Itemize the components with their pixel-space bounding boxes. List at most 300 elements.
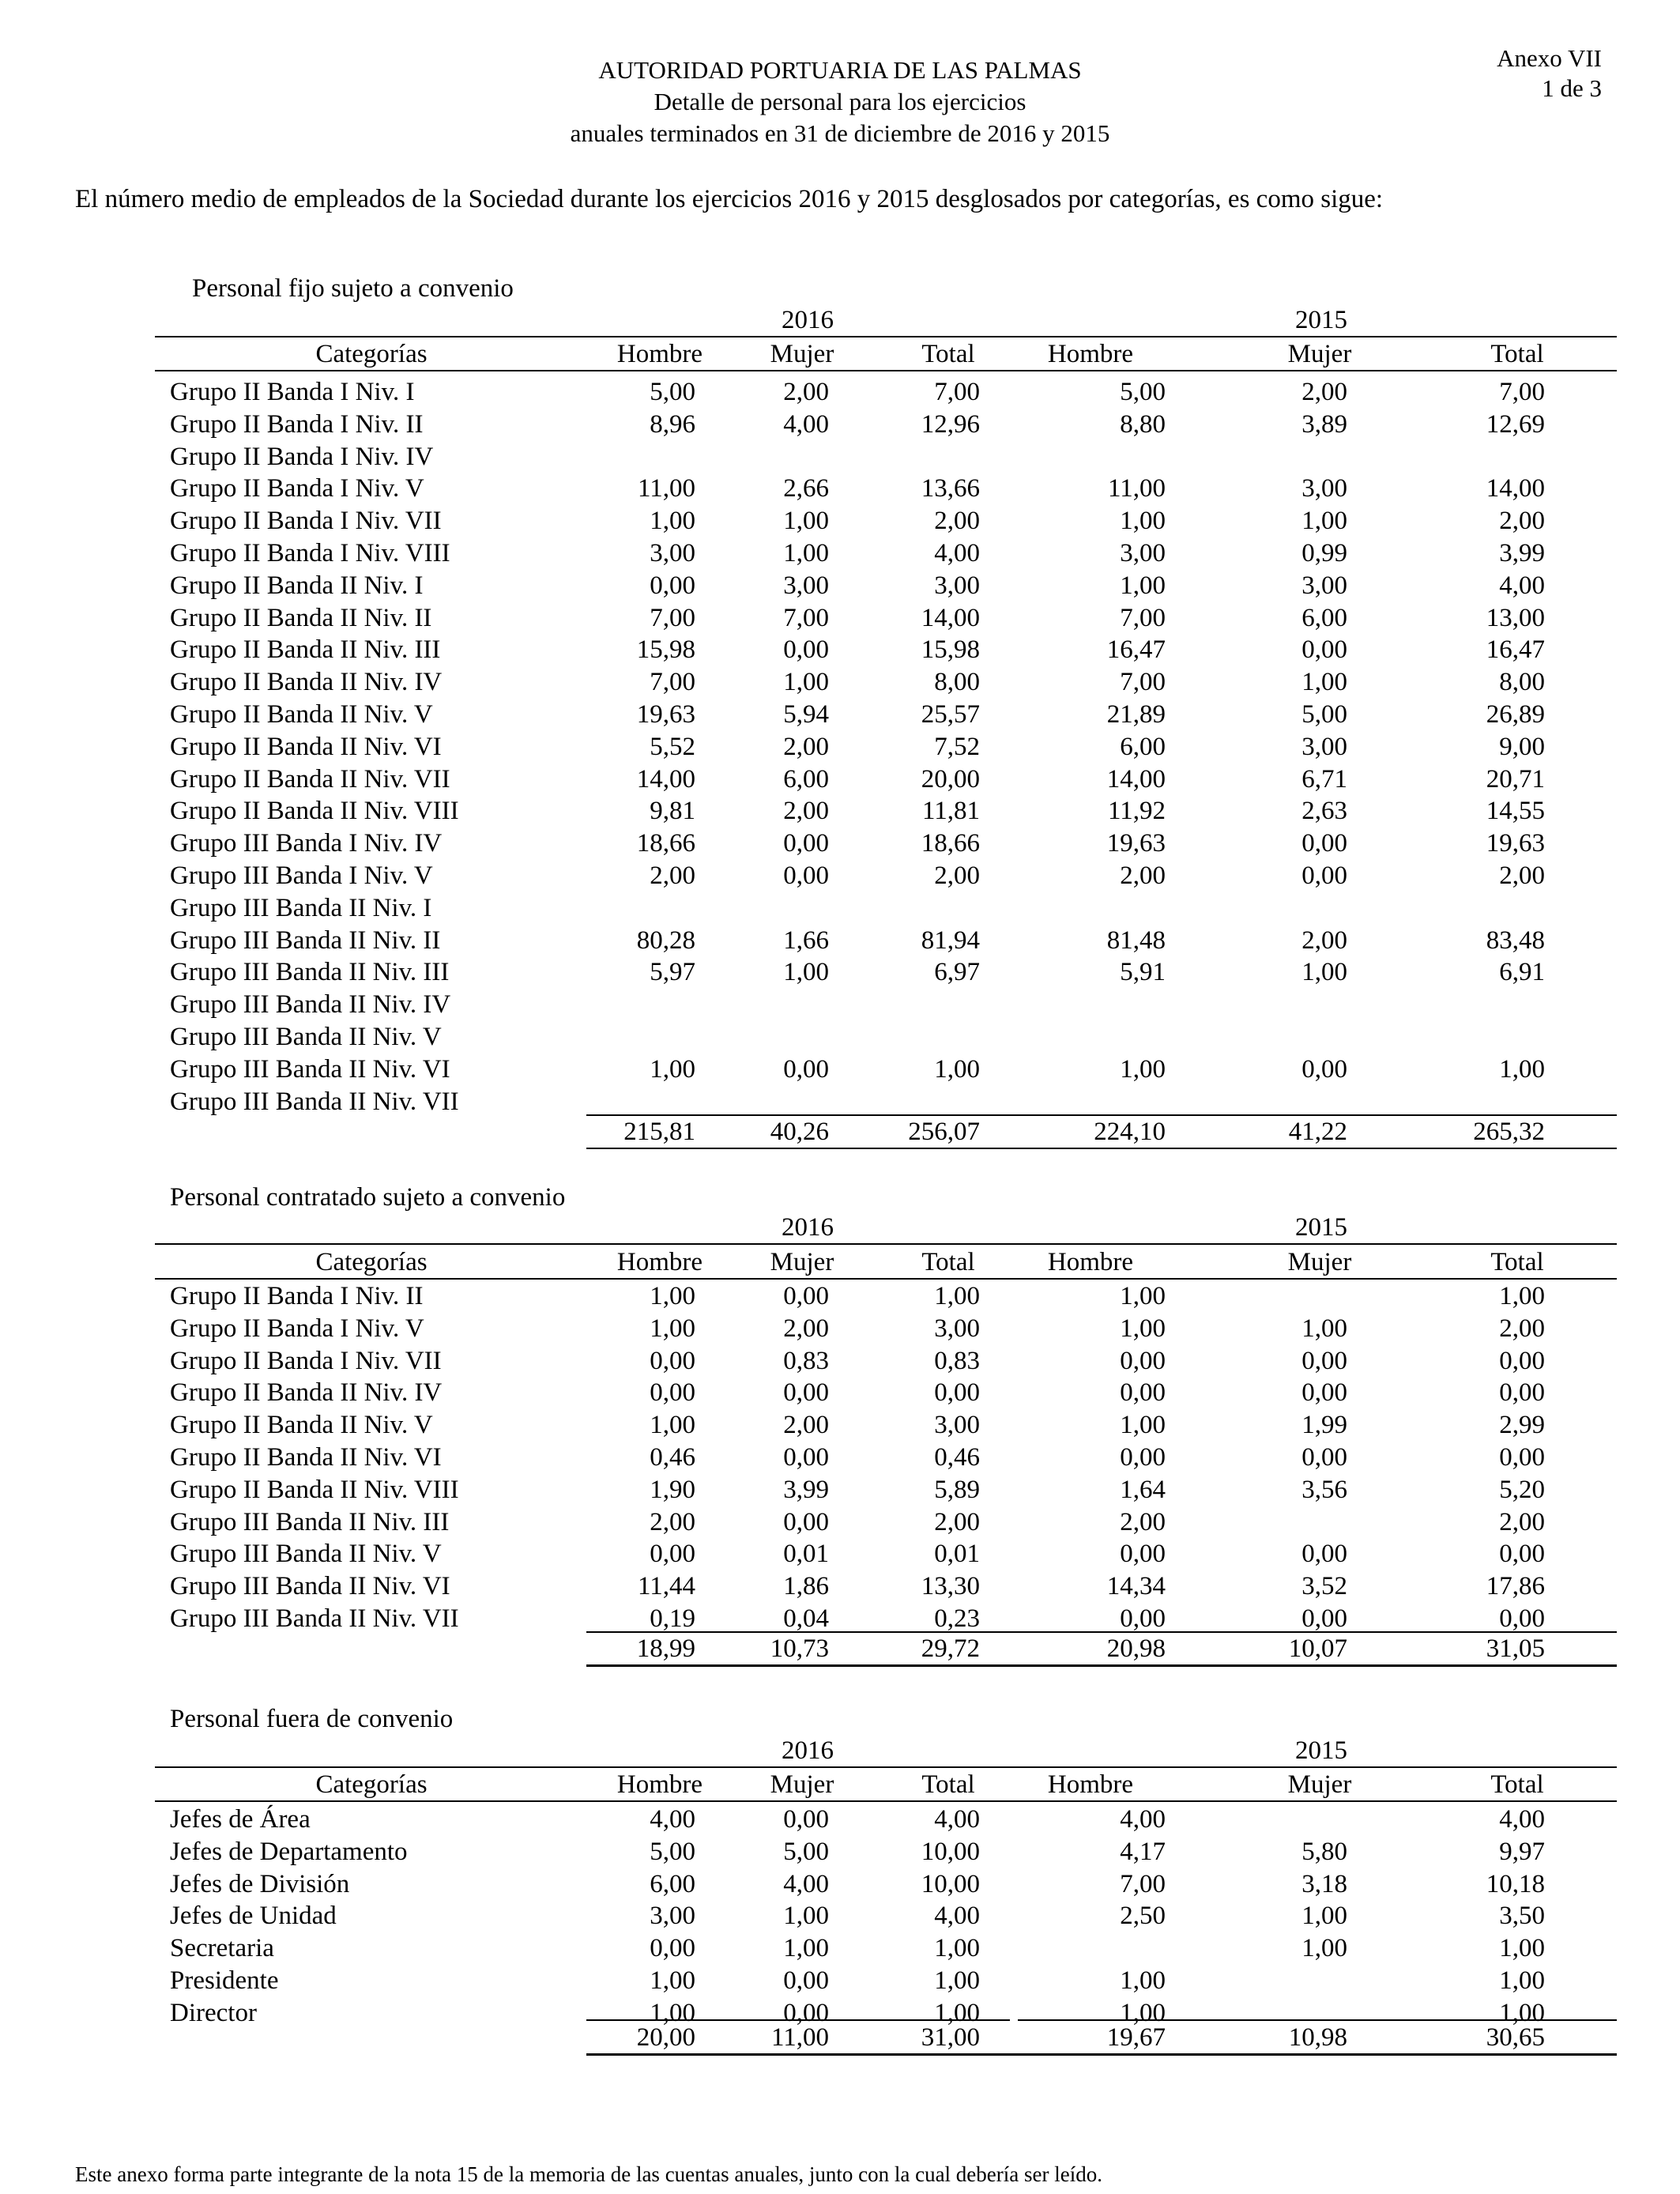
row-value: 2,00 [1499, 1507, 1545, 1536]
column-header-mujer: Mujer [1287, 340, 1352, 368]
row-value: 2,00 [650, 861, 695, 890]
row-value: 1,00 [783, 668, 829, 697]
row-value: 1,00 [1120, 1054, 1166, 1084]
row-value: 6,97 [934, 958, 980, 987]
row-value: 7,00 [1499, 378, 1545, 406]
row-value: 3,00 [1301, 732, 1347, 761]
row-category: Grupo II Banda II Niv. IV [170, 668, 443, 697]
row-value: 0,83 [783, 1346, 829, 1375]
total-value: 31,00 [921, 2023, 980, 2052]
row-value: 4,00 [650, 1805, 695, 1834]
section-title: Personal contratado sujeto a convenio [170, 1183, 566, 1212]
row-value: 4,00 [1120, 1805, 1166, 1834]
row-category: Presidente [170, 1966, 279, 1995]
totals-rule-2016 [586, 2019, 1010, 2021]
row-value: 1,00 [783, 958, 829, 987]
column-header-total: Total [921, 1770, 975, 1799]
row-value: 1,00 [1301, 1934, 1347, 1963]
row-category: Grupo II Banda I Niv. VIII [170, 539, 450, 567]
year-header-2016: 2016 [782, 1736, 834, 1765]
row-value: 11,00 [637, 474, 695, 503]
row-value: 2,63 [1301, 797, 1347, 826]
row-value: 0,00 [783, 1998, 829, 2027]
row-value: 3,56 [1301, 1475, 1347, 1504]
column-header-total: Total [1490, 1248, 1544, 1276]
row-value: 11,44 [637, 1572, 695, 1601]
column-header-hombre: Hombre [1047, 1770, 1134, 1799]
row-value: 4,00 [1499, 1805, 1545, 1834]
row-category: Grupo III Banda II Niv. V [170, 1023, 442, 1051]
row-value: 0,00 [1301, 1378, 1347, 1408]
row-value: 3,00 [934, 1411, 980, 1440]
column-header-mujer: Mujer [1287, 1248, 1352, 1276]
year-header-2015: 2015 [1295, 306, 1347, 334]
total-value: 10,98 [1288, 2023, 1347, 2052]
row-value: 10,18 [1486, 1869, 1545, 1898]
year-header-2015: 2015 [1295, 1736, 1347, 1765]
row-value: 12,69 [1486, 409, 1545, 439]
row-value: 0,00 [783, 1443, 829, 1472]
row-value: 2,00 [1301, 378, 1347, 406]
column-header-categories: Categorías [315, 1248, 428, 1276]
row-value: 1,00 [1301, 958, 1347, 987]
row-value: 0,00 [1120, 1443, 1166, 1472]
row-value: 7,00 [1120, 668, 1166, 697]
row-value: 1,00 [650, 1966, 695, 1995]
row-value: 9,97 [1499, 1837, 1545, 1866]
row-value: 81,94 [921, 925, 980, 955]
row-value: 1,00 [934, 1934, 980, 1963]
row-value: 3,00 [650, 539, 695, 567]
row-category: Grupo III Banda II Niv. III [170, 1507, 450, 1536]
row-value: 1,00 [934, 1966, 980, 1995]
row-value: 1,00 [1301, 1902, 1347, 1931]
row-value: 0,46 [650, 1443, 695, 1472]
row-category: Grupo II Banda II Niv. I [170, 571, 424, 600]
table-header-rule [155, 336, 1617, 337]
row-value: 4,00 [1499, 571, 1545, 600]
row-value: 1,00 [1120, 1411, 1166, 1440]
row-value: 14,00 [636, 764, 695, 794]
row-category: Grupo II Banda I Niv. IV [170, 442, 434, 471]
row-category: Secretaria [170, 1934, 274, 1963]
row-value: 0,00 [783, 1805, 829, 1834]
total-value: 215,81 [623, 1118, 695, 1146]
row-value: 6,91 [1499, 958, 1545, 987]
row-value: 13,00 [1486, 603, 1545, 632]
row-value: 0,00 [1120, 1346, 1166, 1375]
row-value: 3,00 [1120, 539, 1166, 567]
row-value: 1,00 [783, 1902, 829, 1931]
row-value: 5,00 [783, 1837, 829, 1866]
column-header-hombre: Hombre [1047, 1248, 1134, 1276]
row-category: Grupo II Banda II Niv. III [170, 635, 441, 665]
row-value: 3,89 [1301, 409, 1347, 439]
row-value: 2,66 [783, 474, 829, 503]
row-value: 1,00 [783, 539, 829, 567]
row-value: 3,50 [1499, 1902, 1545, 1931]
row-value: 4,00 [783, 1869, 829, 1898]
table-subheader-rule [155, 1278, 1617, 1280]
row-value: 8,00 [934, 668, 980, 697]
row-value: 2,00 [783, 732, 829, 761]
row-value: 2,00 [783, 797, 829, 826]
row-value: 1,00 [1499, 1054, 1545, 1084]
row-value: 3,00 [783, 571, 829, 600]
row-value: 13,30 [921, 1572, 980, 1601]
total-value: 29,72 [921, 1634, 980, 1663]
total-value: 20,98 [1106, 1634, 1166, 1663]
row-value: 15,98 [636, 635, 695, 665]
row-value: 5,00 [1301, 700, 1347, 729]
total-value: 11,00 [770, 2023, 829, 2052]
row-value: 5,80 [1301, 1837, 1347, 1866]
row-value: 14,55 [1486, 797, 1545, 826]
row-value: 4,00 [783, 409, 829, 439]
row-value: 10,00 [921, 1869, 980, 1898]
row-value: 2,00 [934, 507, 980, 536]
table-header-rule [155, 1766, 1617, 1768]
footnote: Este anexo forma parte integrante de la nota 15 de la memoria de las cuentas anuales, junto con la cual debería ser leído. [75, 2162, 1102, 2186]
row-value: 4,00 [934, 1805, 980, 1834]
row-category: Director [170, 1998, 257, 2027]
row-value: 0,19 [650, 1604, 695, 1633]
row-value: 0,00 [1499, 1604, 1545, 1633]
row-value: 3,99 [1499, 539, 1545, 567]
row-value: 2,99 [1499, 1411, 1545, 1440]
row-value: 6,00 [783, 764, 829, 794]
section-title: Personal fijo sujeto a convenio [192, 274, 514, 303]
row-value: 8,00 [1499, 668, 1545, 697]
totals-bottom-rule [586, 1664, 1617, 1667]
column-header-total: Total [1490, 340, 1544, 368]
column-header-total: Total [921, 1248, 975, 1276]
row-value: 0,99 [1301, 539, 1347, 567]
row-category: Grupo II Banda II Niv. II [170, 603, 432, 632]
row-value: 0,01 [783, 1540, 829, 1569]
row-value: 2,00 [934, 1507, 980, 1536]
row-value: 0,00 [1301, 861, 1347, 890]
row-value: 1,00 [934, 1998, 980, 2027]
column-header-total: Total [921, 340, 975, 368]
row-category: Grupo III Banda II Niv. VII [170, 1087, 459, 1116]
row-value: 1,90 [650, 1475, 695, 1504]
row-value: 1,00 [650, 507, 695, 536]
row-category: Jefes de División [170, 1869, 350, 1898]
annex-label [1497, 43, 1602, 104]
document-subtitle-2: anuales terminados en 31 de diciembre de 2016 y 2015 [570, 119, 1110, 147]
row-value: 5,91 [1120, 958, 1166, 987]
total-value: 224,10 [1094, 1118, 1166, 1146]
row-value: 5,89 [934, 1475, 980, 1504]
row-category: Grupo II Banda I Niv. V [170, 474, 424, 503]
row-category: Grupo III Banda II Niv. IV [170, 990, 451, 1020]
row-value: 2,00 [934, 861, 980, 890]
row-value: 2,00 [1499, 861, 1545, 890]
row-category: Grupo III Banda I Niv. V [170, 861, 433, 890]
document-title: AUTORIDAD PORTUARIA DE LAS PALMAS [598, 56, 1082, 84]
row-value: 0,00 [783, 1378, 829, 1408]
total-value: 265,32 [1473, 1118, 1545, 1146]
column-header-hombre: Hombre [616, 1770, 703, 1799]
row-value: 13,66 [921, 474, 980, 503]
row-value: 0,00 [650, 571, 695, 600]
row-value: 0,00 [783, 829, 829, 858]
row-value: 3,00 [934, 571, 980, 600]
column-header-hombre: Hombre [616, 1248, 703, 1276]
row-value: 0,00 [1301, 635, 1347, 665]
column-header-mujer: Mujer [770, 1770, 834, 1799]
row-value: 5,00 [1120, 378, 1166, 406]
row-value: 1,00 [1301, 507, 1347, 536]
row-value: 0,00 [1301, 1604, 1347, 1633]
row-value: 2,00 [1120, 861, 1166, 890]
row-value: 9,81 [650, 797, 695, 826]
row-value: 3,18 [1301, 1869, 1347, 1898]
row-category: Grupo II Banda II Niv. VII [170, 764, 450, 794]
row-value: 1,00 [1120, 571, 1166, 600]
row-category: Grupo II Banda I Niv. I [170, 378, 415, 406]
row-value: 1,00 [650, 1282, 695, 1310]
row-value: 3,00 [650, 1902, 695, 1931]
row-value: 1,00 [650, 1411, 695, 1440]
row-value: 1,00 [1499, 1282, 1545, 1310]
row-value: 3,52 [1301, 1572, 1347, 1601]
row-category: Grupo III Banda I Niv. IV [170, 829, 443, 858]
row-value: 6,00 [1120, 732, 1166, 761]
row-value: 4,00 [934, 1902, 980, 1931]
row-value: 1,86 [783, 1572, 829, 1601]
row-value: 8,80 [1120, 409, 1166, 439]
row-value: 25,57 [921, 700, 980, 729]
row-value: 0,00 [1301, 829, 1347, 858]
row-value: 1,00 [1499, 1998, 1545, 2027]
row-value: 1,00 [1499, 1934, 1545, 1963]
row-category: Grupo III Banda II Niv. II [170, 925, 441, 955]
row-category: Grupo II Banda II Niv. V [170, 700, 433, 729]
row-value: 14,34 [1106, 1572, 1166, 1601]
table-subheader-rule [155, 370, 1617, 371]
row-value: 0,00 [1499, 1540, 1545, 1569]
intro-paragraph: El número medio de empleados de la Sociedad durante los ejercicios 2016 y 2015 desglosados por categorías, es como sigue: [75, 185, 1384, 213]
row-value: 80,28 [636, 925, 695, 955]
row-value: 6,71 [1301, 764, 1347, 794]
row-value: 0,00 [783, 1282, 829, 1310]
row-value: 11,92 [1107, 797, 1166, 826]
column-header-total: Total [1490, 1770, 1544, 1799]
annex-number: Anexo VII [1497, 44, 1602, 72]
column-header-hombre: Hombre [616, 340, 703, 368]
section-title: Personal fuera de convenio [170, 1705, 454, 1733]
row-value: 83,48 [1486, 925, 1545, 955]
row-value: 2,00 [650, 1507, 695, 1536]
page-indicator: 1 de 3 [1542, 74, 1602, 102]
row-value: 5,00 [650, 1837, 695, 1866]
row-value: 6,00 [650, 1869, 695, 1898]
row-value: 0,83 [934, 1346, 980, 1375]
totals-bottom-rule [586, 2053, 1617, 2056]
row-value: 0,00 [783, 1507, 829, 1536]
row-value: 2,00 [783, 378, 829, 406]
row-value: 2,00 [783, 1314, 829, 1343]
row-value: 1,66 [783, 925, 829, 955]
row-value: 20,71 [1486, 764, 1545, 794]
row-value: 18,66 [636, 829, 695, 858]
row-value: 19,63 [1106, 829, 1166, 858]
column-header-hombre: Hombre [1047, 340, 1134, 368]
row-value: 0,00 [934, 1378, 980, 1408]
row-value: 1,00 [1301, 668, 1347, 697]
row-value: 15,98 [921, 635, 980, 665]
row-value: 0,00 [650, 1540, 695, 1569]
row-category: Grupo II Banda II Niv. IV [170, 1378, 443, 1408]
column-header-categories: Categorías [315, 340, 428, 368]
row-value: 1,00 [1301, 1314, 1347, 1343]
totals-bottom-rule [586, 1148, 1617, 1149]
row-value: 1,64 [1120, 1475, 1166, 1504]
table-header-rule [155, 1243, 1617, 1245]
row-category: Grupo III Banda II Niv. I [170, 893, 432, 922]
row-value: 17,86 [1486, 1572, 1545, 1601]
total-value: 18,99 [636, 1634, 695, 1663]
row-value: 0,00 [783, 635, 829, 665]
row-value: 1,00 [934, 1282, 980, 1310]
row-category: Jefes de Área [170, 1805, 311, 1834]
row-value: 0,00 [1120, 1540, 1166, 1569]
row-value: 21,89 [1106, 700, 1166, 729]
row-category: Grupo II Banda II Niv. VIII [170, 797, 459, 826]
row-value: 5,00 [650, 378, 695, 406]
row-value: 5,97 [650, 958, 695, 987]
total-value: 19,67 [1106, 2023, 1166, 2052]
year-header-2015: 2015 [1295, 1213, 1347, 1242]
row-value: 12,96 [921, 409, 980, 439]
total-value: 20,00 [636, 2023, 695, 2052]
row-value: 0,23 [934, 1604, 980, 1633]
row-category: Grupo II Banda II Niv. V [170, 1411, 433, 1440]
row-category: Grupo II Banda II Niv. VI [170, 732, 442, 761]
row-value: 14,00 [1486, 474, 1545, 503]
total-value: 10,73 [770, 1634, 829, 1663]
row-category: Grupo II Banda I Niv. II [170, 1282, 424, 1310]
row-value: 7,00 [650, 603, 695, 632]
row-category: Grupo III Banda II Niv. V [170, 1540, 442, 1569]
row-value: 1,00 [1499, 1966, 1545, 1995]
row-value: 1,00 [783, 507, 829, 536]
row-value: 0,00 [1499, 1443, 1545, 1472]
row-value: 0,00 [650, 1346, 695, 1375]
row-value: 9,00 [1499, 732, 1545, 761]
row-value: 1,00 [1120, 1314, 1166, 1343]
row-value: 7,00 [783, 603, 829, 632]
total-value: 10,07 [1288, 1634, 1347, 1663]
total-value: 40,26 [770, 1118, 829, 1146]
row-value: 2,00 [1499, 507, 1545, 536]
row-value: 7,00 [1120, 603, 1166, 632]
row-value: 5,94 [783, 700, 829, 729]
row-category: Grupo II Banda II Niv. VIII [170, 1475, 459, 1504]
row-value: 0,00 [783, 1054, 829, 1084]
total-value: 41,22 [1288, 1118, 1347, 1146]
row-value: 16,47 [1486, 635, 1545, 665]
row-value: 1,00 [650, 1054, 695, 1084]
row-value: 0,00 [1499, 1378, 1545, 1408]
row-value: 1,00 [1120, 1282, 1166, 1310]
row-value: 0,00 [1301, 1443, 1347, 1472]
row-value: 2,00 [1120, 1507, 1166, 1536]
column-header-mujer: Mujer [1287, 1770, 1352, 1799]
row-value: 18,66 [921, 829, 980, 858]
row-value: 2,50 [1120, 1902, 1166, 1931]
row-value: 11,00 [1107, 474, 1166, 503]
row-value: 5,52 [650, 732, 695, 761]
row-value: 3,00 [934, 1314, 980, 1343]
row-value: 4,00 [934, 539, 980, 567]
row-category: Grupo III Banda II Niv. VI [170, 1572, 450, 1601]
row-value: 0,00 [1120, 1604, 1166, 1633]
row-value: 10,00 [921, 1837, 980, 1866]
row-value: 7,00 [650, 668, 695, 697]
row-value: 0,00 [1301, 1346, 1347, 1375]
total-value: 256,07 [908, 1118, 980, 1146]
row-value: 1,00 [650, 1998, 695, 2027]
row-category: Jefes de Unidad [170, 1902, 337, 1931]
column-header-mujer: Mujer [770, 340, 834, 368]
document-subtitle-1: Detalle de personal para los ejercicios [654, 88, 1026, 115]
total-value: 30,65 [1486, 2023, 1545, 2052]
row-value: 14,00 [1106, 764, 1166, 794]
row-value: 8,96 [650, 409, 695, 439]
row-value: 4,17 [1120, 1837, 1166, 1866]
row-value: 0,00 [650, 1378, 695, 1408]
row-category: Grupo II Banda I Niv. II [170, 409, 424, 439]
row-value: 19,63 [1486, 829, 1545, 858]
row-category: Grupo III Banda II Niv. VI [170, 1054, 450, 1084]
total-value: 31,05 [1486, 1634, 1545, 1663]
row-value: 11,81 [921, 797, 980, 826]
year-header-2016: 2016 [782, 1213, 834, 1242]
row-value: 7,00 [1120, 1869, 1166, 1898]
year-header-2016: 2016 [782, 306, 834, 334]
row-value: 3,99 [783, 1475, 829, 1504]
table-subheader-rule [155, 1800, 1617, 1802]
row-value: 16,47 [1106, 635, 1166, 665]
column-header-mujer: Mujer [770, 1248, 834, 1276]
row-category: Grupo II Banda I Niv. V [170, 1314, 424, 1343]
totals-rule-2015 [1018, 2019, 1617, 2021]
row-category: Grupo III Banda II Niv. III [170, 958, 450, 987]
row-value: 2,00 [1301, 925, 1347, 955]
row-value: 0,00 [1301, 1540, 1347, 1569]
row-value: 3,00 [1301, 474, 1347, 503]
row-value: 1,00 [1120, 507, 1166, 536]
row-category: Grupo II Banda I Niv. VII [170, 1346, 442, 1375]
row-value: 6,00 [1301, 603, 1347, 632]
row-value: 0,00 [1120, 1378, 1166, 1408]
row-value: 0,00 [783, 861, 829, 890]
row-value: 1,99 [1301, 1411, 1347, 1440]
row-value: 14,00 [921, 603, 980, 632]
row-value: 0,00 [1301, 1054, 1347, 1084]
row-value: 0,46 [934, 1443, 980, 1472]
row-value: 1,00 [650, 1314, 695, 1343]
row-category: Grupo II Banda II Niv. VI [170, 1443, 442, 1472]
row-value: 3,00 [1301, 571, 1347, 600]
row-value: 81,48 [1106, 925, 1166, 955]
row-value: 1,00 [783, 1934, 829, 1963]
row-category: Grupo II Banda I Niv. VII [170, 507, 442, 536]
row-value: 19,63 [636, 700, 695, 729]
